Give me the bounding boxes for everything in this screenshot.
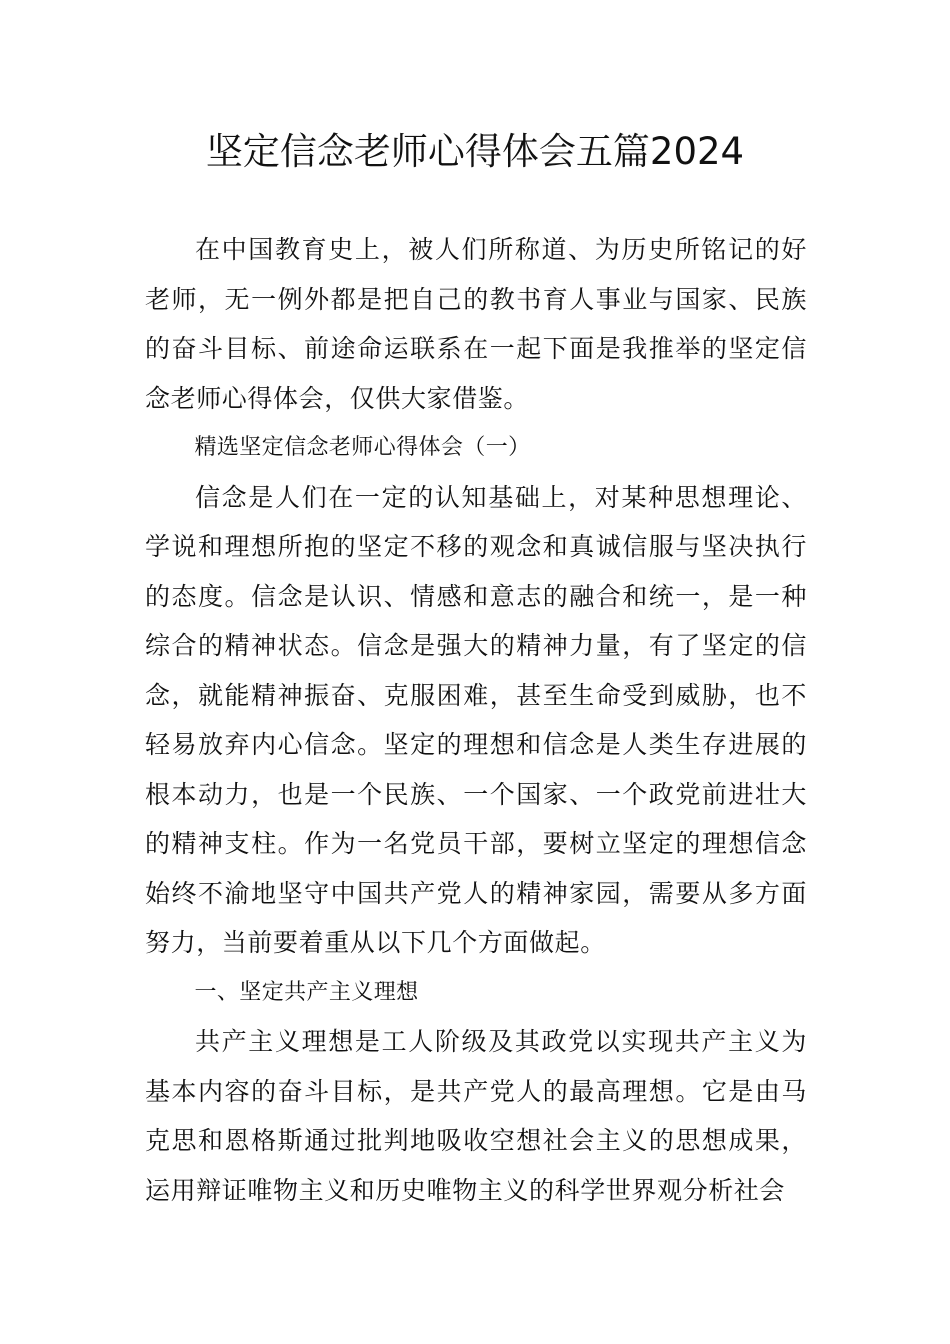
belief-paragraph: 信念是人们在一定的认知基础上，对某种思想理论、学说和理想所抱的坚定不移的观念和真诚信服与坚决执行的态度。信念是认识、情感和意志的融合和统一，是一种综合的精神状态。信念是强大的精神力量，有了坚定的信念，就能精神振奋、克服困难，甚至生命受到威胁，也不轻易放弃内心信念。坚定的理想和信念是人类生存进展的根本动力，也是一个民族、一个国家、一个政党前进壮大的精神支柱。作为一名党员干部，要树立坚定的理想信念始终不渝地坚守中国共产党人的精神家园，需要从多方面努力，当前要着重从以下几个方面做起。 bbox=[145, 482, 807, 957]
document-body bbox=[145, 225, 807, 1215]
communism-paragraph: 共产主义理想是工人阶级及其政党以实现共产主义为基本内容的奋斗目标，是共产党人的最高理想。它是由马克思和恩格斯通过批判地吸收空想社会主义的思想成果，运用辩证唯物主义和历史唯物主义的科学世界观分析社会 bbox=[145, 1027, 807, 1205]
document-title: 坚定信念老师心得体会五篇2024 bbox=[205, 130, 745, 173]
subsection-heading-1: 一、坚定共产主义理想 bbox=[194, 979, 419, 1005]
intro-paragraph: 在中国教育史上，被人们所称道、为历史所铭记的好老师，无一例外都是把自己的教书育人事业与国家、民族的奋斗目标、前途命运联系在一起下面是我推举的坚定信念老师心得体会，仅供大家借鉴。 bbox=[145, 235, 807, 413]
section-heading-1: 精选坚定信念老师心得体会（一） bbox=[194, 435, 531, 460]
